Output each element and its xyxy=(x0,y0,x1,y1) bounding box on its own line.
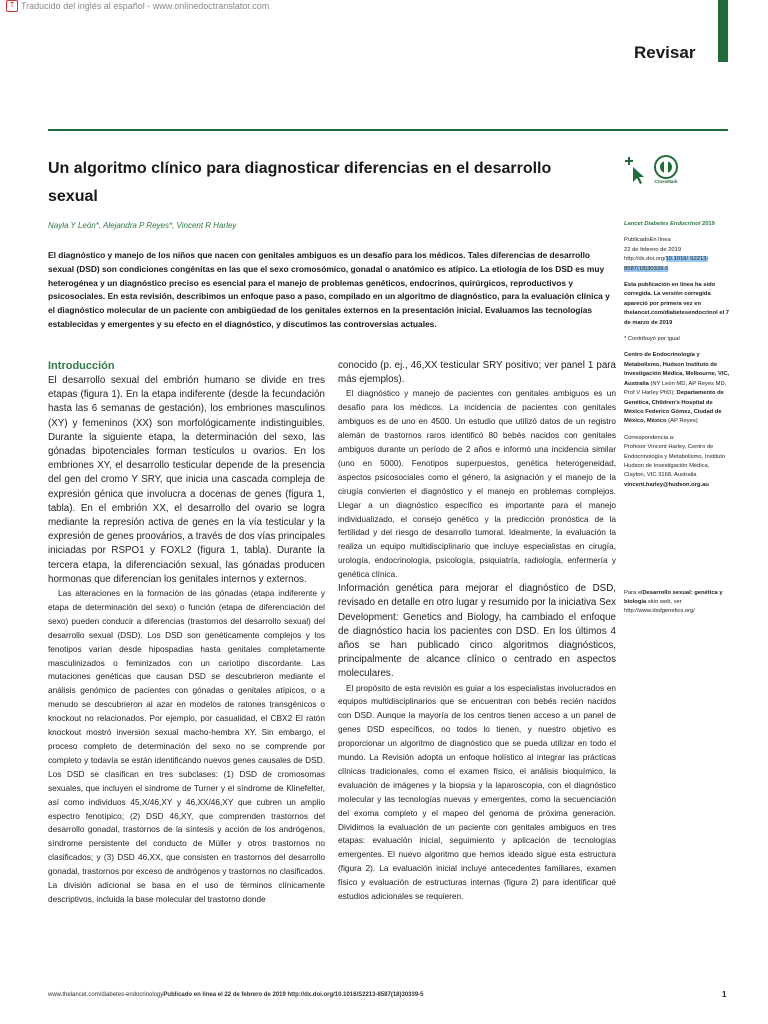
col2-paragraph-2: El diagnóstico y manejo de pacientes con genitales ambiguos es un desafío para los médicos. La incidencia de pacientes con genitales ambiguos es de uno en 4500. Un estudio que utilizó datos de un registro alemán de trastornos raros identificó 80 bebés nacidos con genitales ambiguos durante un período de 2 años e informó una incidencia similar (uno en 5000). Fenotipos superpuestos, genética heterogeneidad, aspectos psicosociales como el género, la asignación y el manejo de la cirugía convierten el diagnóstico y el manejo en problemas complejos. Llegar a un diagnóstico específico es importante para el manejo individualizado, el consejo genético y la predicción pronóstica de la fertilidad y del riesgo de desarrollo tumoral. Idealmente, la evaluación la realiza un equipo multidisciplinario que incluye especialistas en cirugía, urología, endocrinología, psicología, psiquiatría, radiología, enfermería y genética clínica. xyxy=(338,388,616,580)
article-title: Un algoritmo clínico para diagnosticar diferencias en el desarrollo sexual xyxy=(48,160,552,205)
article-icons xyxy=(624,155,678,185)
column-2 xyxy=(338,359,616,904)
section-heading-intro: Introducción xyxy=(48,360,115,372)
footer-url[interactable]: www.thelancet.com/diabetes-endocrinology xyxy=(48,992,164,998)
dsd-label: Para el xyxy=(624,590,643,596)
header-rule xyxy=(48,129,728,131)
affiliation-2-people: (AP Reyes) xyxy=(668,418,698,425)
doi-prefix[interactable]: http://dx.doi.org/ xyxy=(624,256,666,263)
translate-icon: T xyxy=(6,0,18,12)
crossmark-label: CrossMark xyxy=(654,179,678,184)
crossmark-icon[interactable] xyxy=(654,155,678,184)
translator-text: Traducido del inglés al español - www.onlinedoctranslator.com xyxy=(21,1,270,11)
journal-year: 2019 xyxy=(701,221,715,227)
dsd-website-note xyxy=(624,589,730,616)
contribution-note: * Contribuyó por igual xyxy=(624,336,680,343)
footer xyxy=(48,992,424,998)
col2-paragraph-4: El propósito de esta revisión es guiar a los especialistas involucrados en equipos multidisciplinarios que se encuentran con bebés recién nacidos con DSD. Aunque la mayoría de los centros tienen acceso a un panel de genes DSD específicos, no todos lo tienen, y nuestro objetivo es proporcionar un algoritmo de diagnóstico que se pueda utilizar en todo el mundo. La Revisión adopta un enfoque holístico al integrar las prácticas clínicas tradicionales, como el examen físico, el análisis bioquímico, la evaluación de imágenes y la biopsia y la laparoscopia, con el diagnóstico molecular y las tecnologías nuevas y emergentes, como la secuenciación del exoma completo y el mapeo del genoma de próxima generación. Dividimos la evaluación de un paciente con genitales ambiguos en tres etapas: evaluación inicial, seguimiento y aplicación de tecnologías emergentes. El nuevo algoritmo que hemos ideado sigue esta estructura (figura 2). La evaluación inicial incluye antecedentes familiares, examen físico y evaluación de estructuras internas (figura 2) para identificar qué estudios adicionales se requieren. xyxy=(338,682,616,902)
dsd-bold: Desarrollo sexual: genética y biología xyxy=(624,590,723,605)
add-to-library-icon[interactable] xyxy=(624,155,646,185)
correspondence-body: Profesor Vincent Harley, Centro de Endocrinología y Metabolismo, Instituto Hudson de Investigación Médica, Clayton, VIC 3168, Australia xyxy=(624,444,726,479)
section-label: Revisar xyxy=(634,43,696,62)
section-color-bar xyxy=(718,0,728,62)
col2-paragraph-3: Información genética para mejorar el diagnóstico de DSD, revisado en detalle en otro lugar y resumido por la iniciativa Sex Development: Genetics and Biology, ha cambiado el enfoque de diagnóstico hacia los pacientes con DSD. En los últimos 4 años se han publicado cinco algoritmos diagnósticos, principalmente de alcance clínico o centrado en aspectos moleculares. xyxy=(338,583,616,680)
published-label: PublicadoEn línea xyxy=(624,237,671,244)
page-number: 1 xyxy=(722,990,727,999)
author-list: Nayla Y León*, Alejandra P Reyes*, Vincent R Harley xyxy=(48,221,237,230)
dsd-site[interactable]: sitio web, ver http://www.dsdgenetics.org/ xyxy=(624,599,695,614)
correction-note: Esta publicación en línea ha sido corregida. La versión corregida apareció por primera vez en thelancet.com/diabetesendocrinol el 7 de marzo de 2019 xyxy=(624,282,730,326)
journal-name: Lancet Diabetes Endocrinol xyxy=(624,221,701,227)
doi-link[interactable]: 10.1016/ S2213-8587(18)30339-5 xyxy=(624,256,709,272)
affiliation-1: Centro de Endocrinología y Metabolismo, Hudson Instituto de Investigación Médica, Melbourne, VIC, Australia xyxy=(624,352,730,387)
column-1 xyxy=(48,358,325,907)
sidebar: Lancet Diabetes Endocrinol 2019 PublicadoEn línea 22 de febrero de 2019 http://dx.doi.org/10.1016/ S2213-8587(18)30339-5 Esta publicación en línea ha sido corregida. La versión corregida apareció por primera vez en thelancet.com/diabetesendocrinol el 7 de marzo de 2019 * Contribuyó por igual Centro de Endocrinología y Metabolismo, Hudson Instituto de Investigación Médica, Melbourne, VIC, Australia (NY León MD, AP Reyes MD, Prof V Harley PhD); Departamento de Genética, Children's Hospital de México Federico Gómez, Ciudad de México, México (AP Reyes) Correspondencia a: Profesor Vincent Harley, Centro de Endocrinología y Metabolismo, Instituto Hudson de Investigación Médica, Clayton, VIC 3168, Australia vincent.harley@hudson.org.au xyxy=(624,221,730,488)
published-date: 22 de febrero de 2019 xyxy=(624,246,682,253)
col1-paragraph-2: Las alteraciones en la formación de las gónadas (etapa indiferente y etapa de determinación del sexo) o función (etapa de diferenciación del sexo) pueden conducir a diferencias (trastornos del desarrollo sexual) del desarrollo sexual (DSD). Los DSD son genéticamente complejos y los fenotipos varían desde hipospadias hasta genitales completamente masculinizados o feminizados con un cariotipo discordante. Las mutaciones genéticas que causan DSD se descubrieron mediante el análisis genómico de pacientes con gónadas o genitales atípicos, o a menudo se descubrieron al azar en modelos de ratones transgénicos o knockout no relacionados. Por ejemplo, por casualidad, el CBX2 El ratón knockout mostró inversión sexual macho-hembra XY. Sin embargo, el proceso completo de determinación del sexo no se comprende por completo y todavía se están identificando nuevos genes causales de DSD. Los DSD se clasifican en tres subclases: (1) DSD de cromosomas sexuales, que incluyen el síndrome de Turner y el síndrome de Klinefelter, así como individuos 45,X/46,XY y 46,XX/46,XY que cubren un amplio espectro fenotípico; (2) DSD 46,XY, que comprenden trastornos del desarrollo gonadal, trastornos de la síntesis y acción de los andrógenos, síndrome persistente del conducto de Müller y otros trastornos no clasificados; y (3) DSD 46,XX, que consisten en trastornos del desarrollo gonadal, trastornos por exceso de andrógenos y trastornos no clasificados. La división adicional se basa en el uso de términos clínicamente descriptivos, incluida la base molecular del trastorno donde xyxy=(48,588,325,904)
correspondence-label: Correspondencia a: xyxy=(624,434,675,441)
col2-paragraph-1: conocido (p. ej., 46,XX testicular SRY positivo; ver panel 1 para más ejemplos). xyxy=(338,360,616,386)
footer-publication: Publicado en línea el 22 de febrero de 2019 http://dx.doi.org/10.1016/S2213-8587(18)30339-5 xyxy=(163,992,424,998)
correspondence-email[interactable]: vincent.harley@hudson.org.au xyxy=(624,481,709,488)
affiliation-1-people: (NY León MD, AP Reyes MD, Prof V Harley PhD) xyxy=(624,380,727,397)
translator-banner[interactable] xyxy=(6,0,269,12)
col1-paragraph-1: El desarrollo sexual del embrión humano se divide en tres etapas (figura 1). En la etapa indiferente (desde la fecundación hasta las 6 semanas de gestación), los embriones masculinos (XY) y femeninos (XX) son morfológicamente indistinguibles. Durante la siguiente etapa, la determinación del sexo, las gónadas bipotenciales forman testículos u ovarios. En los embriones XY, el desarrollo testicular depende de la presencia del gen del cromo Y SRY, que inicia una cascada compleja de expresión génica que involucra a docenas de genes (figura 1, tabla). En el embrión XX, el desarrollo del ovario se logra mediante la represión activa de genes en la vía testicular y la expresión de genes proovários, a través de dos vías principales iniciadas por RSPO1 y FOXL2 (figura 1, tabla). Durante la tercera etapa, la diferenciación sexual, las gónadas producen hormonas que diferencian los genitales internos y externos. xyxy=(48,375,325,585)
abstract: El diagnóstico y manejo de los niños que nacen con genitales ambiguos es un desafío para los médicos. Tales diferencias de desarrollo sexual (DSD) son condiciones congénitas en las que el sexo cromosómico, gonadal o anatómico es atípico. La etiología de los DSD es muy heterogénea y un diagnóstico preciso es esencial para el manejo de problemas genéticos, endocrinos, quirúrgicos, reproductivos y psicosociales. En esta revisión, describimos un enfoque paso a paso, compilado en un algoritmo de diagnóstico, para la evaluación clínica y el diagnóstico molecular de un paciente con ambigüedad de los genitales externos en la presentación inicial. Evaluamos las tecnologías establecidas y emergentes y su efecto en el diagnóstico, y discutimos las controversias actuales. xyxy=(48,250,610,329)
affiliation-2: Departamento de Genética, Children's Hospital de México Federico Gómez, Ciudad de México, México xyxy=(624,390,724,425)
